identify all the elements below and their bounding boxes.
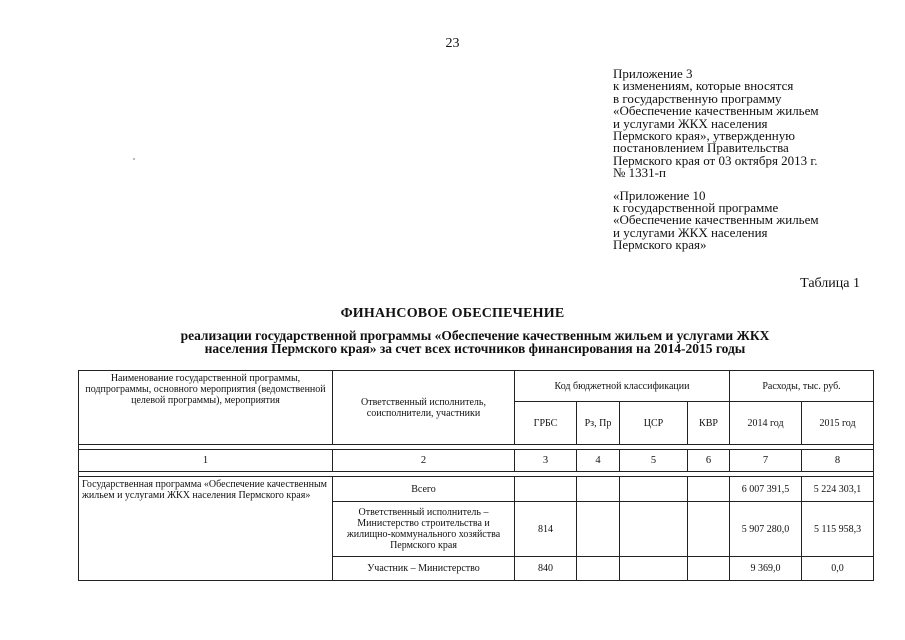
annex-sub-line: и услугами ЖКХ населения: [613, 224, 768, 240]
annex-line: Пермского края от 03 октября 2013 г.: [613, 152, 818, 168]
annex-sub-line: к государственной программе: [613, 200, 779, 216]
kvr-cell: [688, 502, 730, 557]
column-index: 2: [333, 450, 515, 472]
kvr-cell: [688, 557, 730, 581]
subtitle-line-1: реализации государственной программы «Обеспечение качественным жильем и услугами ЖКХ: [180, 328, 770, 343]
document-title: ФИНАНСОВОЕ ОБЕСПЕЧЕНИЕ: [340, 306, 565, 321]
executor-cell: Ответственный исполнитель – Министерство строительства и жилищно-коммунального хозяйства Пермского края: [333, 502, 515, 557]
page-number: 23: [445, 36, 460, 51]
annex-sub-line: Пермского края»: [613, 237, 707, 253]
column-index: 4: [577, 450, 620, 472]
annex-line: к изменениям, которые вносятся: [613, 78, 794, 94]
header-2014: 2014 год: [730, 402, 802, 445]
annex-line: «Обеспечение качественным жильем: [613, 103, 819, 119]
amount-2015-cell: 5 115 958,3: [802, 502, 874, 557]
grbs-cell: [515, 477, 577, 502]
csr-cell: [620, 477, 688, 502]
rz-pr-cell: [577, 477, 620, 502]
table-row: [79, 477, 874, 502]
column-index: 7: [730, 450, 802, 472]
header-executor: Ответственный исполнитель, соисполнители, участники: [333, 371, 515, 445]
header-rz-pr: Рз, Пр: [577, 402, 620, 445]
column-index: 3: [515, 450, 577, 472]
amount-2014-cell: 5 907 280,0: [730, 502, 802, 557]
document-subtitle: [80, 329, 870, 355]
csr-cell: [620, 502, 688, 557]
executor-cell: Участник – Министерство: [333, 557, 515, 581]
annex-line: Пермского края», утвержденную: [613, 128, 795, 144]
subtitle-line-2: населения Пермского края» за счет всех источников финансирования на 2014-2015 годы: [204, 341, 746, 356]
annex-line: Приложение 3: [613, 66, 693, 81]
annex-line: № 1331-п: [613, 165, 666, 181]
csr-cell: [620, 557, 688, 581]
annex-block: [613, 68, 873, 252]
rz-pr-cell: [577, 557, 620, 581]
kvr-cell: [688, 477, 730, 502]
amount-2014-cell: 6 007 391,5: [730, 477, 802, 502]
annex-line: в государственную программу: [613, 90, 782, 106]
financing-table: [78, 370, 874, 581]
executor-cell: Всего: [333, 477, 515, 502]
table-label: Таблица 1: [800, 276, 860, 291]
amount-2015-cell: 5 224 303,1: [802, 477, 874, 502]
scan-speck: [133, 158, 135, 160]
header-grbs: ГРБС: [515, 402, 577, 445]
annex-line: и услугами ЖКХ населения: [613, 115, 768, 131]
column-index: 8: [802, 450, 874, 472]
amount-2014-cell: 9 369,0: [730, 557, 802, 581]
annex-sub-line: «Обеспечение качественным жильем: [613, 212, 819, 228]
rz-pr-cell: [577, 502, 620, 557]
header-budget-code: Код бюджетной классификации: [515, 371, 730, 402]
column-index: 6: [688, 450, 730, 472]
grbs-cell: 840: [515, 557, 577, 581]
grbs-cell: 814: [515, 502, 577, 557]
program-name-cell: Государственная программа «Обеспечение качественным жильем и услугами ЖКХ населения Пермского края»: [79, 477, 333, 581]
header-csr: ЦСР: [620, 402, 688, 445]
column-index: 5: [620, 450, 688, 472]
header-kvr: КВР: [688, 402, 730, 445]
amount-2015-cell: 0,0: [802, 557, 874, 581]
column-index: 1: [79, 450, 333, 472]
header-name: Наименование государственной программы, подпрограммы, основного мероприятия (ведомственной целевой программы), мероприятия: [79, 371, 333, 445]
annex-line: постановлением Правительства: [613, 140, 789, 156]
header-expenses: Расходы, тыс. руб.: [730, 371, 874, 402]
annex-sub-line: «Приложение 10: [613, 187, 706, 203]
header-2015: 2015 год: [802, 402, 874, 445]
